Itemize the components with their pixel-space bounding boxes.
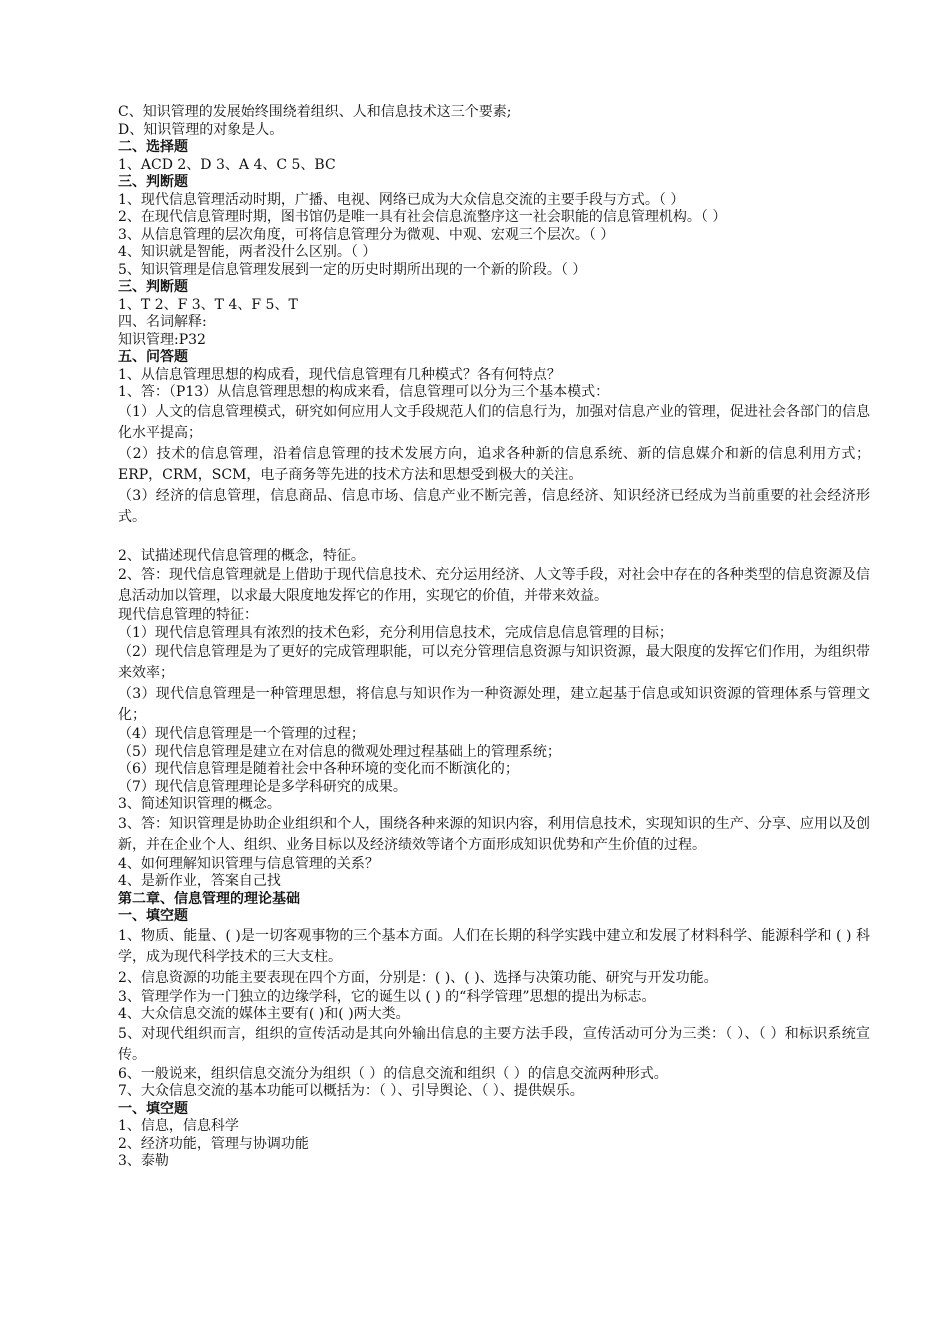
- section-heading: 一、填空题: [118, 908, 188, 924]
- text-paragraph: 1、物质、能量、( )是一切客观事物的三个基本方面。人们在长期的科学实践中建立和发展了材料科学、能源科学和 ( ) 科学，成为现代科学技术的三大支柱。: [118, 927, 870, 965]
- text-line: C、知识管理的发展始终围绕着组织、人和信息技术这三个要素;: [118, 104, 512, 120]
- chapter-heading: 第二章、信息管理的理论基础: [118, 890, 300, 907]
- text-line: （1）现代信息管理具有浓烈的技术色彩，充分利用信息技术，完成信息信息管理的目标；: [118, 624, 673, 641]
- text-line: （7）现代信息管理理论是多学科研究的成果。: [118, 778, 407, 795]
- text-line: 1、ACD 2、D 3、A 4、C 5、BC: [118, 156, 336, 173]
- text-line: 1、信息，信息科学: [118, 1118, 239, 1134]
- text-line: 知识管理:P32: [118, 331, 206, 348]
- text-line: （4）现代信息管理是一个管理的过程；: [118, 726, 365, 742]
- text-paragraph: 5、对现代组织而言，组织的宣传活动是其向外输出信息的主要方法手段，宣传活动可分为三类：（ ）、（ ）和标识系统宣传。: [118, 1025, 870, 1063]
- text-paragraph: 2、信息资源的功能主要表现在四个方面，分别是：( )、( )、选择与决策功能、研究与开发功能。: [118, 969, 718, 986]
- text-line: 现代信息管理的特征：: [118, 607, 258, 623]
- text-paragraph: （1）人文的信息管理模式，研究如何应用人文手段规范人们的信息行为，加强对信息产业的管理，促进社会各部门的信息化水平提高；: [118, 403, 870, 441]
- text-line: 4、是新作业，答案自己找: [118, 873, 281, 889]
- text-line: 1、现代信息管理活动时期，广播、电视、网络已成为大众信息交流的主要手段与方式。（ ）: [118, 191, 685, 208]
- section-heading: 一、填空题: [118, 1100, 188, 1117]
- text-paragraph: 2、答：现代信息管理就是上借助于现代信息技术、充分运用经济、人文等手段，对社会中存在的各种类型的信息资源及信息活动加以管理，以求最大限度地发挥它的作用，实现它的价值，并带来效益。: [118, 567, 870, 604]
- text-line: （6）现代信息管理是随着社会中各种环境的变化而不断演化的；: [118, 761, 519, 777]
- text-line: 5、知识管理是信息管理发展到一定的历史时期所出现的一个新的阶段。（ ）: [118, 261, 587, 278]
- text-line: 4、如何理解知识管理与信息管理的关系？: [118, 855, 379, 872]
- text-line: 3、简述知识管理的概念。: [118, 796, 281, 812]
- text-paragraph: （2）现代信息管理是为了更好的完成管理职能，可以充分管理信息资源与知识资源，最大限度的发挥它们作用，为组织带来效率；: [118, 644, 870, 681]
- document-page: [118, 104, 870, 1171]
- section-heading: 三、判断题: [118, 279, 188, 295]
- text-paragraph: （3）经济的信息管理，信息商品、信息市场、信息产业不断完善，信息经济、知识经济已经成为当前重要的社会经济形式。: [118, 487, 870, 525]
- text-line: 2、在现代信息管理时期，图书馆仍是唯一具有社会信息流整序这一社会职能的信息管理机构。（ ）: [118, 209, 727, 225]
- text-line: 6、一般说来，组织信息交流分为组织（ ）的信息交流和组织（ ）的信息交流两种形式。: [118, 1065, 668, 1082]
- text-line: 4、大众信息交流的媒体主要有( )和( )两大类。: [118, 1006, 410, 1022]
- text-line: D、知识管理的对象是人。: [118, 121, 284, 138]
- section-heading: 二、选择题: [118, 139, 188, 155]
- text-line: 2、试描述现代信息管理的概念，特征。: [118, 547, 365, 564]
- text-line: 3、泰勒: [118, 1153, 169, 1169]
- text-line: 1、从信息管理思想的构成看，现代信息管理有几种模式？各有何特点？: [118, 366, 561, 383]
- text-line: 4、知识就是智能，两者没什么区别。（ ）: [118, 244, 377, 260]
- text-paragraph: （3）现代信息管理是一种管理思想，将信息与知识作为一种资源处理，建立起基于信息或知识资源的管理体系与管理文化；: [118, 686, 870, 723]
- text-line: 3、从信息管理的层次角度，可将信息管理分为微观、中观、宏观三个层次。（ ）: [118, 226, 615, 243]
- blank-line: [118, 528, 870, 548]
- text-line: 四、名词解释:: [118, 314, 207, 330]
- text-paragraph: （2）技术的信息管理，沿着信息管理的技术发展方向，追求各种新的信息系统、新的信息媒介和新的信息利用方式；ERP，CRM，SCM，电子商务等先进的技术方法和思想受到极大的关注。: [118, 445, 870, 483]
- text-paragraph: 3、答：知识管理是协助企业组织和个人，围绕各种来源的知识内容，利用信息技术，实现知识的生产、分享、应用以及创新，并在企业个人、组织、业务目标以及经济绩效等诸个方面形成知识优势和产生价值的过程。: [118, 815, 870, 853]
- section-heading: 三、判断题: [118, 174, 188, 190]
- section-heading: 五、问答题: [118, 349, 188, 365]
- text-line: 3、管理学作为一门独立的边缘学科，它的诞生以 ( ) 的“科学管理”思想的提出为标志。: [118, 988, 656, 1005]
- text-line: （5）现代信息管理是建立在对信息的微观处理过程基础上的管理系统；: [118, 743, 561, 760]
- text-line: 7、大众信息交流的基本功能可以概括为：（ ）、引导舆论、（ ）、提供娱乐。: [118, 1083, 584, 1099]
- text-line: 1、T 2、F 3、T 4、F 5、T: [118, 296, 298, 313]
- text-line: 1、答：（P13）从信息管理思想的构成来看，信息管理可以分为三个基本模式：: [118, 384, 610, 400]
- text-line: 2、经济功能，管理与协调功能: [118, 1135, 309, 1152]
